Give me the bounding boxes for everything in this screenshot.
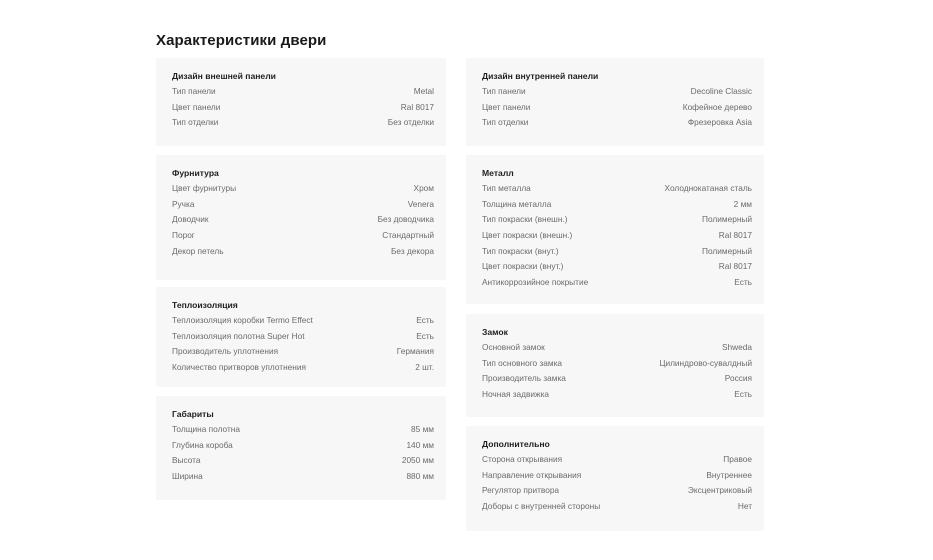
spec-value: Есть xyxy=(416,330,434,341)
spec-label: Ширина xyxy=(172,471,203,482)
spec-label: Сторона открывания xyxy=(482,454,563,464)
spec-row xyxy=(482,275,752,291)
spec-label: Глубина короба xyxy=(172,439,233,450)
spec-row xyxy=(172,329,434,345)
spec-row xyxy=(482,84,752,100)
spec-label: Тип покраски (внут.) xyxy=(482,245,559,256)
spec-value: Фрезеровка Asia xyxy=(687,117,752,128)
spec-row xyxy=(172,422,434,438)
spec-group-card xyxy=(156,155,446,280)
spec-row xyxy=(482,181,752,197)
spec-group-title: Габариты xyxy=(172,409,214,419)
spec-value: Правое xyxy=(723,454,752,464)
spec-label: Регулятор притвора xyxy=(482,485,560,496)
spec-value: Цилиндрово-сувалдный xyxy=(659,357,752,368)
spec-row xyxy=(172,100,434,116)
spec-value: Германия xyxy=(396,346,434,357)
spec-value: Кофейное дерево xyxy=(682,101,752,112)
spec-row xyxy=(172,84,434,100)
spec-row xyxy=(172,115,434,131)
spec-label: Толщина металла xyxy=(482,198,552,209)
spec-group-card xyxy=(156,396,446,500)
spec-value: Полимерный xyxy=(702,245,752,256)
spec-row xyxy=(172,197,434,213)
spec-group-card xyxy=(466,58,764,146)
spec-value: Полимерный xyxy=(702,214,752,225)
spec-label: Количество притворов уплотнения xyxy=(172,362,306,373)
spec-group-title: Дизайн внешней панели xyxy=(172,71,276,81)
spec-group-title: Фурнитура xyxy=(172,168,219,178)
spec-label: Антикоррозийное покрытие xyxy=(482,277,589,288)
spec-value: Metal xyxy=(413,86,434,96)
spec-row xyxy=(482,356,752,372)
spec-group-title: Дополнительно xyxy=(482,439,550,449)
spec-row xyxy=(172,212,434,228)
spec-label: Ручка xyxy=(172,198,195,209)
spec-value: Shweda xyxy=(722,342,752,352)
spec-value: Venera xyxy=(407,198,434,209)
spec-row xyxy=(482,212,752,228)
spec-value: Внутреннее xyxy=(706,469,752,480)
spec-label: Производитель замка xyxy=(482,373,566,384)
spec-label: Тип металла xyxy=(482,183,531,193)
spec-label: Направление открывания xyxy=(482,469,582,480)
spec-value: Стандартный xyxy=(382,230,434,241)
spec-value: Ral 8017 xyxy=(400,101,434,112)
spec-row xyxy=(482,387,752,403)
spec-row xyxy=(172,244,434,260)
spec-value: Есть xyxy=(416,315,434,325)
spec-label: Цвет покраски (внут.) xyxy=(482,261,564,272)
spec-value: 2 шт. xyxy=(415,362,434,373)
spec-value: Эксцентриковый xyxy=(687,485,752,496)
spec-value: Decoline Classic xyxy=(690,86,752,96)
spec-row xyxy=(172,228,434,244)
spec-label: Высота xyxy=(172,455,201,466)
spec-label: Тип основного замка xyxy=(482,357,563,368)
spec-row xyxy=(172,360,434,376)
spec-value: 140 мм xyxy=(406,439,434,450)
spec-row xyxy=(172,438,434,454)
spec-value: Ral 8017 xyxy=(718,261,752,272)
spec-row xyxy=(482,452,752,468)
spec-row xyxy=(482,197,752,213)
spec-group-title: Теплоизоляция xyxy=(172,300,238,310)
spec-label: Ночная задвижка xyxy=(482,389,550,400)
spec-group-card xyxy=(156,287,446,387)
spec-label: Декор петель xyxy=(172,245,224,256)
spec-row xyxy=(172,344,434,360)
spec-row xyxy=(482,228,752,244)
spec-value: Без доводчика xyxy=(377,214,434,225)
spec-label: Теплоизоляция полотна Super Hot xyxy=(172,330,305,341)
spec-label: Тип покраски (внешн.) xyxy=(482,214,568,225)
spec-value: Россия xyxy=(724,373,752,384)
spec-row xyxy=(172,313,434,329)
spec-label: Тип отделки xyxy=(482,117,529,128)
spec-value: Без декора xyxy=(390,245,434,256)
spec-label: Порог xyxy=(172,230,195,241)
page-title: Характеристики двери xyxy=(156,32,327,50)
spec-group-card xyxy=(156,58,446,146)
spec-label: Тип панели xyxy=(172,86,216,96)
spec-value: Есть xyxy=(734,277,752,288)
spec-group-title: Дизайн внутренней панели xyxy=(482,71,599,81)
spec-row xyxy=(482,259,752,275)
spec-label: Доборы с внутренней стороны xyxy=(482,501,601,512)
spec-label: Цвет фурнитуры xyxy=(172,183,237,193)
spec-label: Производитель уплотнения xyxy=(172,346,279,357)
spec-label: Цвет панели xyxy=(172,101,221,112)
spec-row xyxy=(482,371,752,387)
spec-group-title: Металл xyxy=(482,168,514,178)
spec-value: 85 мм xyxy=(411,424,434,434)
spec-row xyxy=(482,340,752,356)
spec-label: Тип панели xyxy=(482,86,526,96)
spec-row xyxy=(482,468,752,484)
spec-group-card xyxy=(466,155,764,304)
spec-row xyxy=(482,483,752,499)
spec-group-title: Замок xyxy=(482,327,508,337)
spec-value: Ral 8017 xyxy=(718,230,752,241)
spec-row xyxy=(172,469,434,485)
spec-value: 2 мм xyxy=(733,198,752,209)
spec-label: Тип отделки xyxy=(172,117,219,128)
spec-label: Доводчик xyxy=(172,214,209,225)
spec-label: Основной замок xyxy=(482,342,545,352)
spec-value: Нет xyxy=(737,501,752,512)
spec-label: Цвет покраски (внешн.) xyxy=(482,230,573,241)
spec-row xyxy=(482,499,752,515)
spec-row xyxy=(482,100,752,116)
spec-row xyxy=(172,181,434,197)
spec-value: Есть xyxy=(734,389,752,400)
spec-value: 880 мм xyxy=(406,471,434,482)
spec-row xyxy=(482,244,752,260)
spec-group-card xyxy=(466,314,764,417)
spec-label: Цвет панели xyxy=(482,101,531,112)
spec-value: Холоднокатаная сталь xyxy=(664,183,752,193)
spec-group-card xyxy=(466,426,764,531)
spec-row xyxy=(172,453,434,469)
spec-value: Без отделки xyxy=(387,117,434,128)
spec-label: Теплоизоляция коробки Termo Effect xyxy=(172,315,313,325)
spec-value: Хром xyxy=(413,183,434,193)
spec-value: 2050 мм xyxy=(401,455,434,466)
spec-label: Толщина полотна xyxy=(172,424,240,434)
spec-row xyxy=(482,115,752,131)
